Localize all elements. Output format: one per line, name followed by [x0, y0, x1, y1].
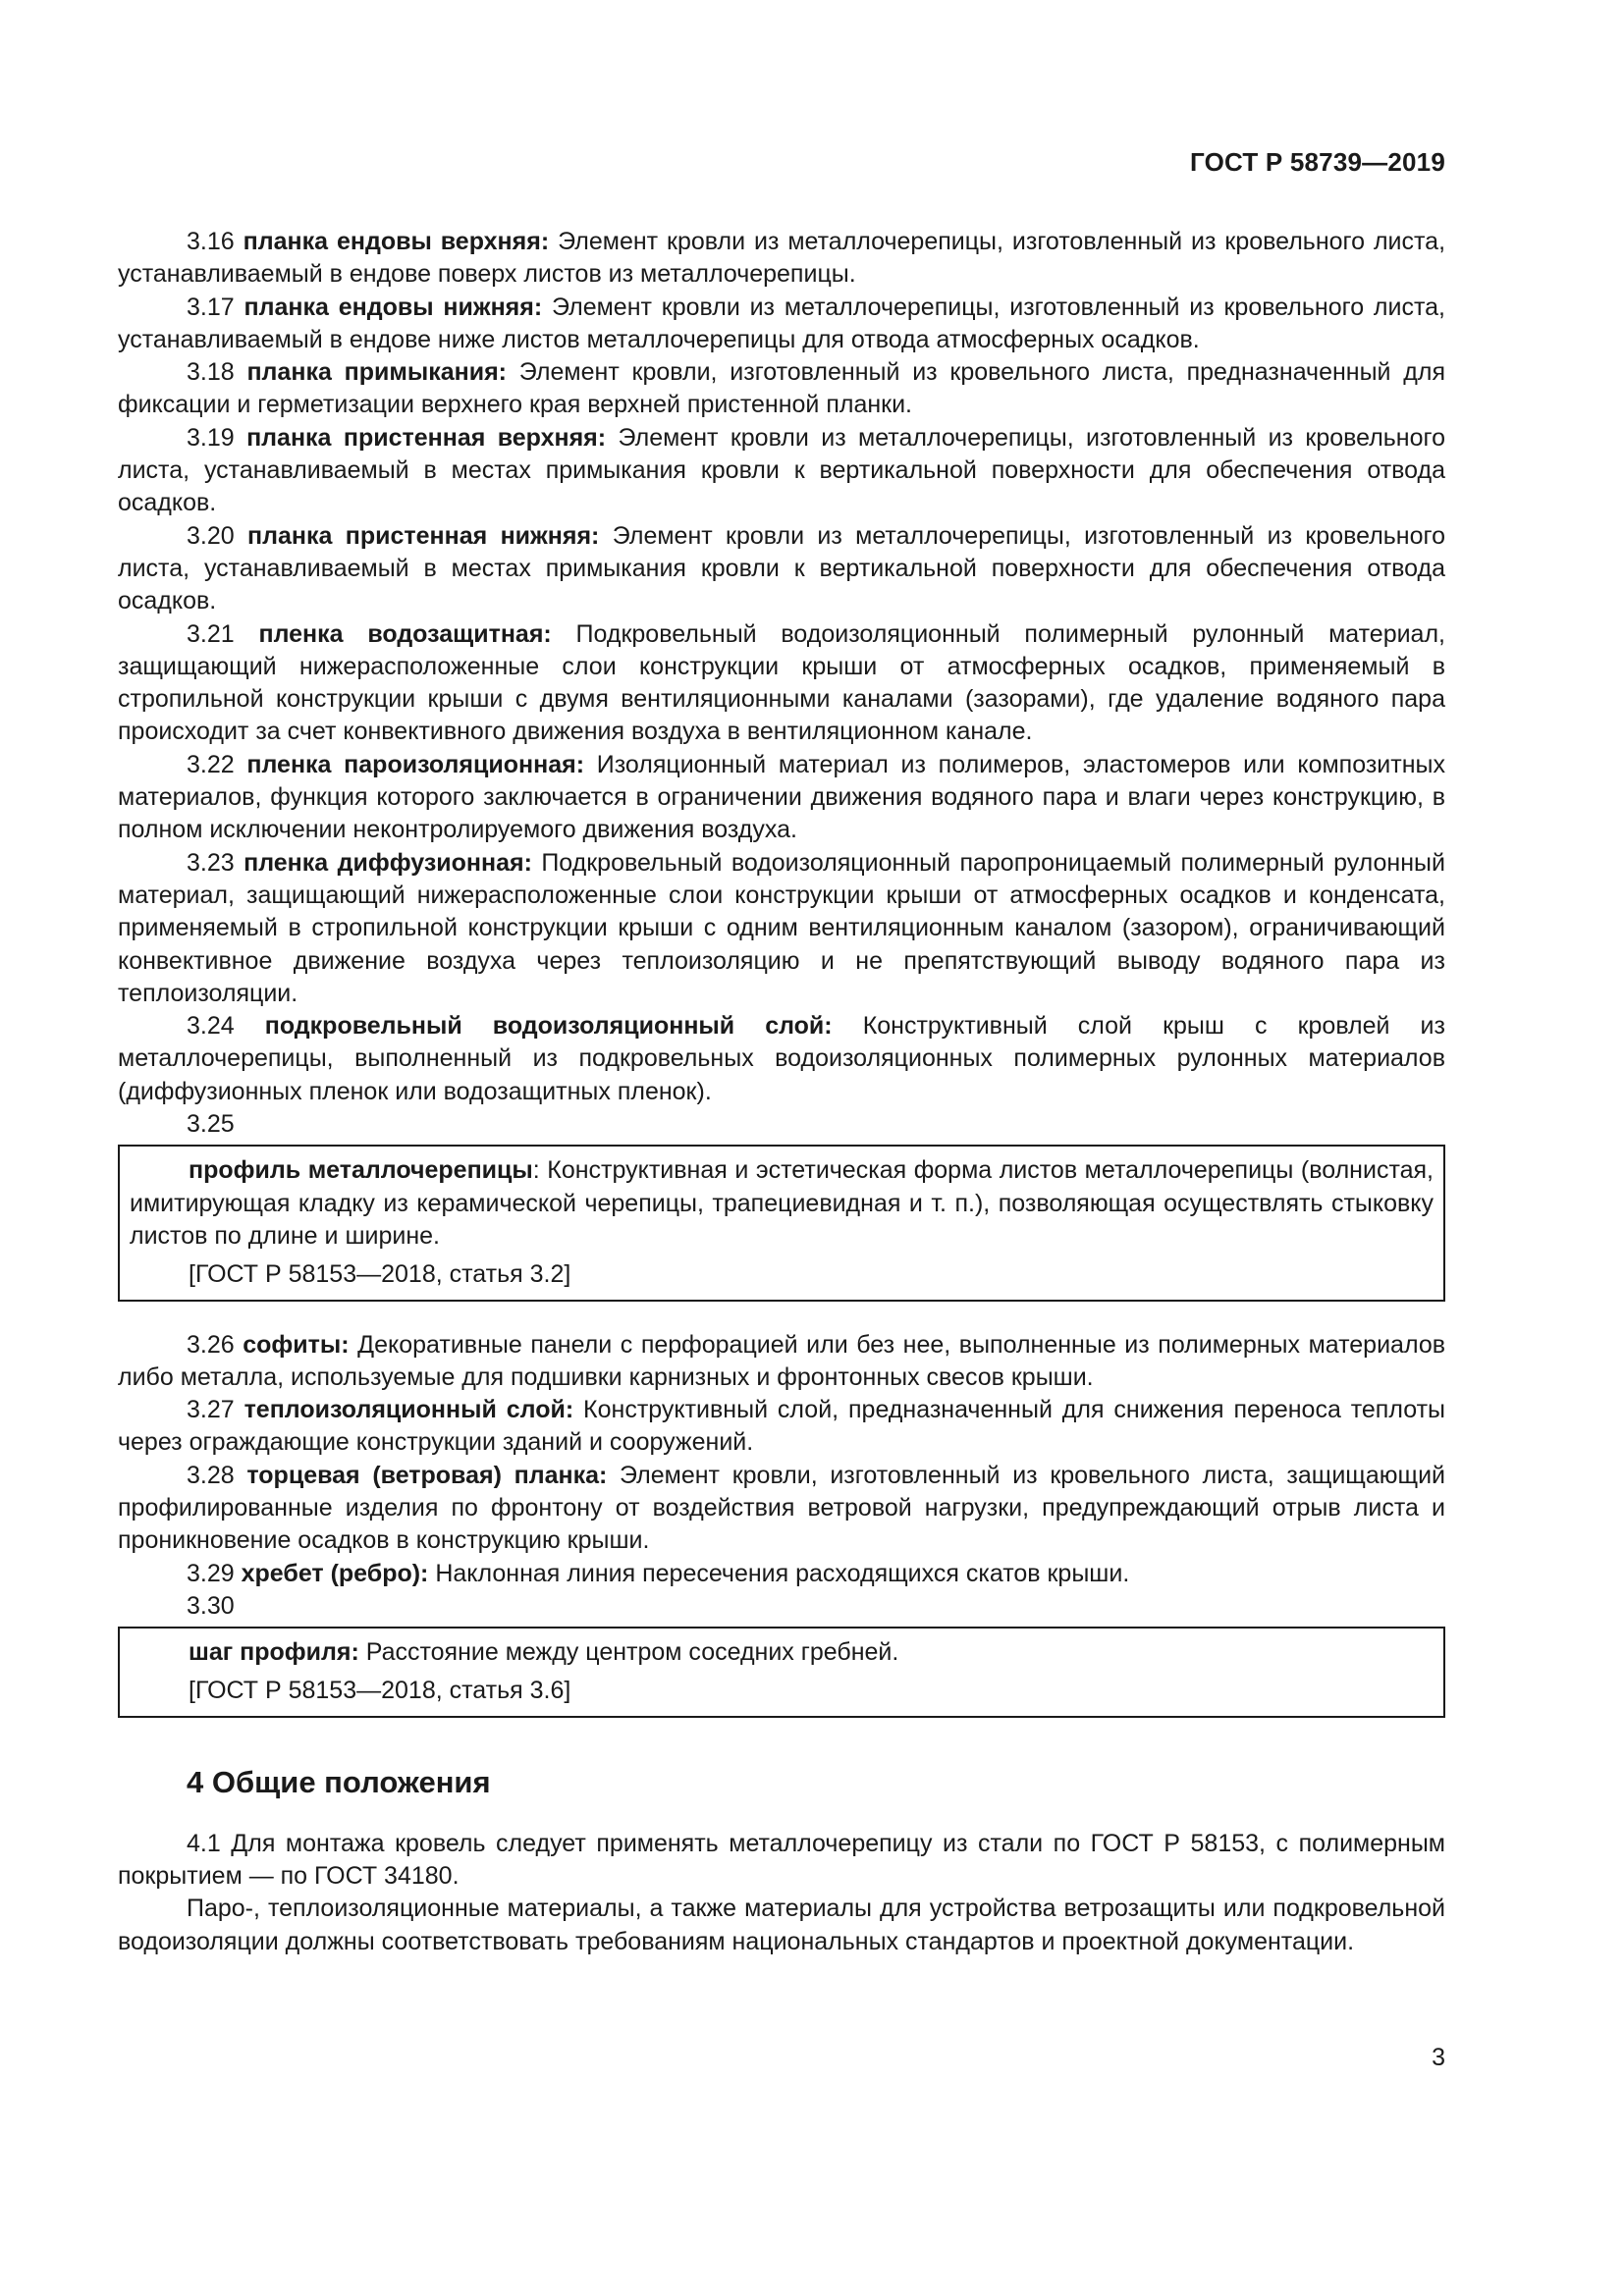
- definition-entry: [118, 292, 1445, 357]
- definition: Декоративные панели с перфорацией или без нее, выполненные из полимерных материалов либо металла, используемые для подшивки карнизных и фронтонных свесов крыши.: [118, 1330, 1446, 1391]
- quoted-definition: [120, 1154, 1443, 1253]
- definition: Подкровельный водоизоляционный полимерный рулонный материал, защищающий нижерасположенные слои конструкции крыши от атмосферных осадков, применяемый в стропильной конструкции крыши с двумя вентиляционными каналами (зазорами), где удаление водяного пара происходит за счет конвективного движения воздуха в вентиляционном канале.: [118, 619, 1445, 746]
- definition: Конструктивный слой, предназначенный для снижения переноса теплоты через ограждающие конструкции зданий и сооружений.: [118, 1396, 1445, 1457]
- entry-number: 3.26: [187, 1330, 235, 1359]
- term: планка ендовы верхняя:: [243, 228, 550, 255]
- quoted-definition-box: [118, 1627, 1445, 1718]
- entry-number: 3.19: [187, 423, 235, 452]
- term: планка пристенная нижняя:: [247, 521, 600, 550]
- term: подкровельный водоизоляционный слой:: [264, 1012, 833, 1041]
- term: хребет (ребро):: [241, 1559, 429, 1587]
- entry-number: 3.24: [187, 1012, 235, 1041]
- definition-entry: [118, 356, 1445, 422]
- term: торцевая (ветровая) планка:: [246, 1461, 608, 1489]
- term: теплоизоляционный слой:: [244, 1396, 574, 1424]
- entry-number: 3.20: [187, 521, 235, 550]
- definition: Элемент кровли, изготовленный из кровельного листа, защищающий профилированные изделия по фронтону от воздействия ветровой нагрузки, предупреждающий отрыв листа и проникновение осадков в конструкцию крыши.: [118, 1461, 1446, 1555]
- term: шаг профиля:: [189, 1638, 359, 1667]
- definition-entry: [118, 618, 1445, 749]
- definition: Наклонная линия пересечения расходящихся скатов крыши.: [435, 1559, 1130, 1587]
- quoted-definition-box: [118, 1145, 1445, 1301]
- entry-number: 3.21: [187, 619, 235, 648]
- entry-number: 3.22: [187, 750, 235, 778]
- definition-entry: [118, 226, 1445, 292]
- entry-number: 3.23: [187, 848, 235, 877]
- document-page: [118, 0, 1445, 2296]
- term: пленка водозащитная:: [258, 619, 552, 648]
- entry-number: 3.17: [187, 293, 235, 321]
- boxed-entry-number: 3.25: [187, 1110, 235, 1139]
- entry-number: 3.29: [187, 1559, 235, 1587]
- page-number: 3: [1432, 2044, 1445, 2071]
- definitions-list-b: [118, 1329, 1445, 1590]
- term: пленка диффузионная:: [244, 848, 532, 877]
- source-reference: [ГОСТ Р 58153—2018, статья 3.2]: [189, 1260, 571, 1289]
- definition-entry: [118, 1460, 1445, 1558]
- term: планка ендовы нижняя:: [244, 293, 543, 321]
- definition: Элемент кровли из металлочерепицы, изготовленный из кровельного листа, устанавливаемый в местах примыкания кровли к вертикальной поверхности для обеспечения отвода осадков.: [118, 423, 1445, 517]
- entry-number: 3.18: [187, 358, 235, 387]
- section-paragraph: Паро-, теплоизоляционные материалы, а также материалы для устройства ветрозащиты или подкровельной водоизоляции должны соответствовать требованиям национальных стандартов и проектной документации.: [118, 1895, 1445, 1955]
- definition-entry: [118, 749, 1445, 847]
- definition: Элемент кровли из металлочерепицы, изготовленный из кровельного листа, устанавливаемый в местах примыкания кровли к вертикальной поверхности для обеспечения отвода осадков.: [118, 521, 1445, 615]
- definition-entry: [118, 520, 1445, 618]
- term: пленка пароизоляционная:: [246, 750, 585, 778]
- definition: Расстояние между центром соседних гребней.: [358, 1638, 899, 1667]
- entry-number: 3.16: [187, 228, 235, 255]
- definition: Конструктивный слой крыш с кровлей из металлочерепицы, выполненный из подкровельных водоизоляционных полимерных рулонных материалов (диффузионных пленок или водозащитных пленок).: [118, 1012, 1445, 1105]
- term: планка пристенная верхняя:: [246, 423, 607, 452]
- quoted-definition: [120, 1636, 1443, 1669]
- entry-number: 3.28: [187, 1461, 235, 1489]
- definition-entry: [118, 422, 1445, 520]
- definition: Изоляционный материал из полимеров, эластомеров или композитных материалов, функция которого заключается в ограничении движения водяного пара и влаги через конструкцию, в полном исключении неконтролируемого движения воздуха.: [118, 750, 1445, 844]
- definition-entry: [118, 1394, 1445, 1460]
- entry-number: 3.27: [187, 1396, 235, 1424]
- definition: Элемент кровли из металлочерепицы, изготовленный из кровельного листа, устанавливаемый в ендове поверх листов из металлочерепицы.: [118, 228, 1446, 289]
- definition: : Конструктивная и эстетическая форма листов металлочерепицы (волнистая, имитирующая кладку из керамической черепицы, трапециевидная и т. п.), позволяющая осуществлять стыковку листов по длине и ширине.: [130, 1156, 1434, 1250]
- definition-entry: [118, 847, 1445, 1010]
- term: профиль металлочерепицы: [189, 1156, 533, 1185]
- source-reference: [ГОСТ Р 58153—2018, статья 3.6]: [189, 1677, 571, 1705]
- definition: Подкровельный водоизоляционный паропроницаемый полимерный рулонный материал, защищающий нижерасположенные слои конструкции крыши от атмосферных осадков и конденсата, применяемый в стропильной конструкции крыши с одним вентиляционным каналом (зазором), ограничивающий конвективное движение воздуха через теплоизоляцию и не препятствующий выводу водяного пара из теплоизоляции.: [118, 848, 1445, 1007]
- definition: Элемент кровли, изготовленный из кровельного листа, предназначенный для фиксации и герметизации верхнего края верхней пристенной планки.: [118, 358, 1446, 419]
- section-paragraph: 4.1 Для монтажа кровель следует применять металлочерепицу из стали по ГОСТ Р 58153, с полимерным покрытием — по ГОСТ 34180.: [118, 1829, 1445, 1891]
- definitions-list-a: [118, 226, 1445, 1108]
- boxed-entry-number: 3.30: [187, 1591, 235, 1620]
- term: софиты:: [243, 1330, 350, 1359]
- definition-entry: [118, 1010, 1445, 1108]
- definition-entry: [118, 1558, 1445, 1590]
- doc-code-header: ГОСТ Р 58739—2019: [1190, 147, 1445, 177]
- definition-entry: [118, 1329, 1445, 1395]
- definition: Элемент кровли из металлочерепицы, изготовленный из кровельного листа, устанавливаемый в ендове ниже листов металлочерепицы для отвода атмосферных осадков.: [118, 293, 1445, 353]
- document-content: [118, 226, 1445, 1958]
- section-heading: 4 Общие положения: [187, 1764, 491, 1799]
- term: планка примыкания:: [246, 358, 508, 387]
